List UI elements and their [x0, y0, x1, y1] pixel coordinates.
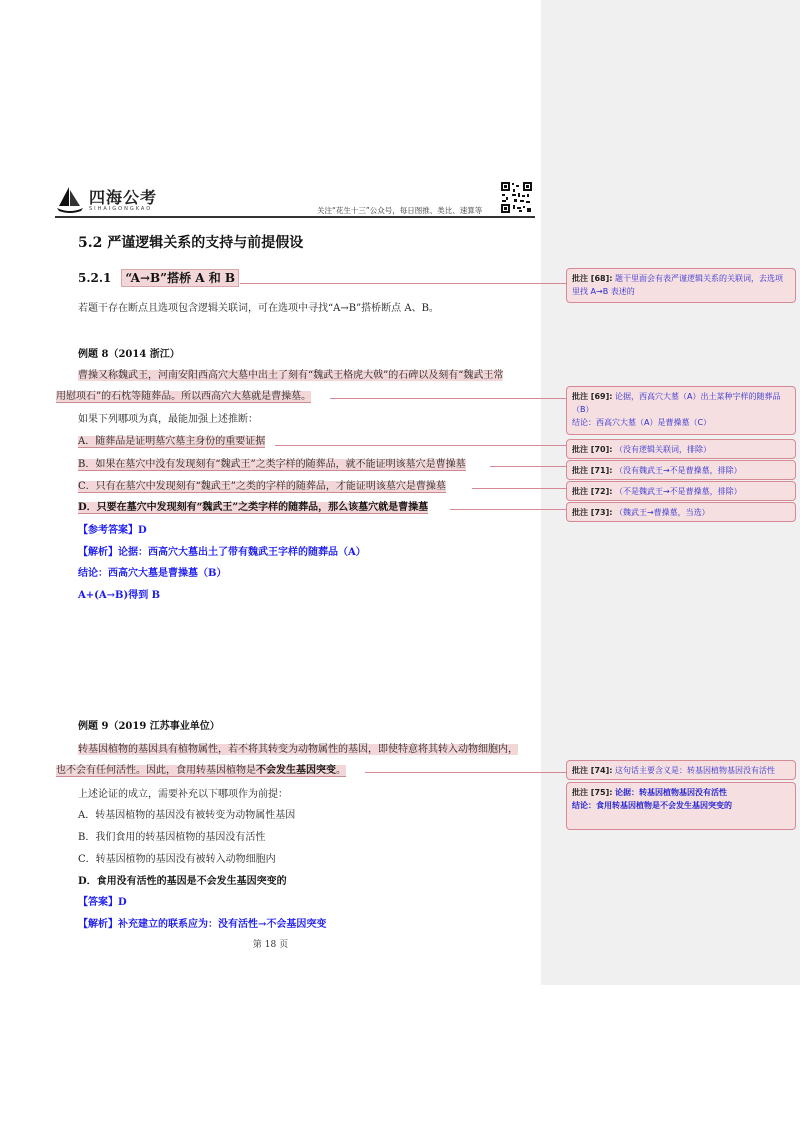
- comment-connector: [490, 466, 566, 467]
- ex8-option-b: B．如果在墓穴中没有发现刻有“魏武王”之类字样的随葬品，就不能证明该墓穴是曹操墓: [78, 459, 466, 470]
- comment-70[interactable]: 批注 [70]: （没有逻辑关联词，排除）: [566, 439, 796, 459]
- comment-72[interactable]: 批注 [72]: （不是魏武王→不是曹操墓，排除）: [566, 481, 796, 501]
- ex9-option-d: D．食用没有活性的基因是不会发生基因突变的: [78, 876, 287, 887]
- comment-75[interactable]: 批注 [75]: 论据：转基因植物基因没有活性 结论：食用转基因植物是不会发生基因突变的: [566, 782, 796, 830]
- qr-code-icon: [500, 181, 533, 214]
- ex8-answer: 【参考答案】D: [78, 525, 147, 536]
- subsection-title: [78, 269, 239, 286]
- ex9-stem-line1: 转基因植物的基因具有植物属性，若不将其转变为动物属性的基因，即使特意将其转入动物细胞内，: [78, 744, 518, 755]
- ex9-option-c: C．转基因植物的基因没有被转入动物细胞内: [78, 854, 276, 865]
- ex8-option-a: A．随葬品是证明墓穴墓主身份的重要证据: [78, 436, 266, 447]
- ex8-analysis-premise: 【解析】论据：西高穴大墓出土了带有魏武王字样的随葬品（A）: [78, 547, 366, 558]
- page-number: 第 18 页: [252, 940, 289, 950]
- logo-subtext: SIHAIGONGKAO: [89, 206, 153, 212]
- logo-text: 四海公考: [89, 188, 158, 207]
- section-title: 5.2 严谨逻辑关系的支持与前提假设: [78, 235, 304, 251]
- header-tagline: 关注“花生十三”公众号，每日图推、类比、速算等: [317, 206, 483, 215]
- example-8-title: 例题 8（2014 浙江）: [78, 349, 180, 360]
- subsection-heading: “A→B”搭桥 A 和 B: [121, 269, 239, 287]
- ex8-stem-line2: 用慰项石”的石枕等随葬品。所以西高穴大墓就是曹操墓。: [56, 391, 312, 402]
- subsection-number: 5.2.1: [78, 271, 112, 285]
- ex9-question: 上述论证的成立，需要补充以下哪项作为前提：: [78, 789, 288, 800]
- comment-connector: [365, 772, 566, 773]
- ex9-option-b: B．我们食用的转基因植物的基因没有活性: [78, 832, 266, 843]
- ex8-question: 如果下列哪项为真，最能加强上述推断：: [78, 414, 258, 425]
- comment-74[interactable]: 批注 [74]: 这句话主要含义是：转基因植物基因没有活性: [566, 760, 796, 780]
- ex9-stem-line2: 也不会有任何活性。因此，食用转基因植物是不会发生基因突变。: [56, 765, 346, 776]
- ex8-option-c: C．只有在墓穴中发现刻有“魏武王”之类的字样的随葬品，才能证明该墓穴是曹操墓: [78, 481, 446, 492]
- ex9-answer: 【答案】D: [78, 897, 127, 908]
- comment-71[interactable]: 批注 [71]: （没有魏武王→不是曹操墓，排除）: [566, 460, 796, 480]
- comment-connector: [330, 398, 566, 399]
- ex8-stem-line1: 曹操又称魏武王，河南安阳西高穴大墓中出土了刻有“魏武王格虎大戟”的石碑以及刻有“魏武王常: [78, 370, 504, 381]
- comment-connector: [450, 509, 566, 510]
- ex9-option-a: A．转基因植物的基因没有被转变为动物属性基因: [78, 810, 296, 821]
- comment-connector: [240, 283, 566, 284]
- ex8-option-d: D．只要在墓穴中发现刻有“魏武王”之类字样的随葬品，那么该墓穴就是曹操墓: [78, 502, 429, 513]
- intro-text: 若题干存在断点且选项包含逻辑关联词，可在选项中寻找“A→B”搭桥断点 A、B。: [78, 303, 439, 314]
- brand-logo: [55, 184, 165, 218]
- example-9-title: 例题 9（2019 江苏事业单位）: [78, 721, 220, 732]
- comment-68[interactable]: 批注 [68]: 题干里面会有表严谨逻辑关系的关联词，去选项里找 A→B 表述的: [566, 268, 796, 303]
- sailboat-logo-icon: [55, 184, 85, 214]
- comment-73[interactable]: 批注 [73]: （魏武王→曹操墓，当选）: [566, 502, 796, 522]
- ex9-analysis: 【解析】补充建立的联系应为：没有活性→不会基因突变: [78, 919, 327, 930]
- comment-connector: [275, 445, 566, 446]
- ex8-analysis-formula: A+(A→B)得到 B: [78, 590, 161, 601]
- header-divider: [55, 216, 535, 218]
- comment-69[interactable]: 批注 [69]: 论据，西高穴大墓（A）出土某种字样的随葬品（B） 结论：西高穴大墓（A）是曹操墓（C）: [566, 386, 796, 435]
- comment-connector: [472, 488, 566, 489]
- ex8-analysis-conclusion: 结论：西高穴大墓是曹操墓（B）: [78, 568, 227, 579]
